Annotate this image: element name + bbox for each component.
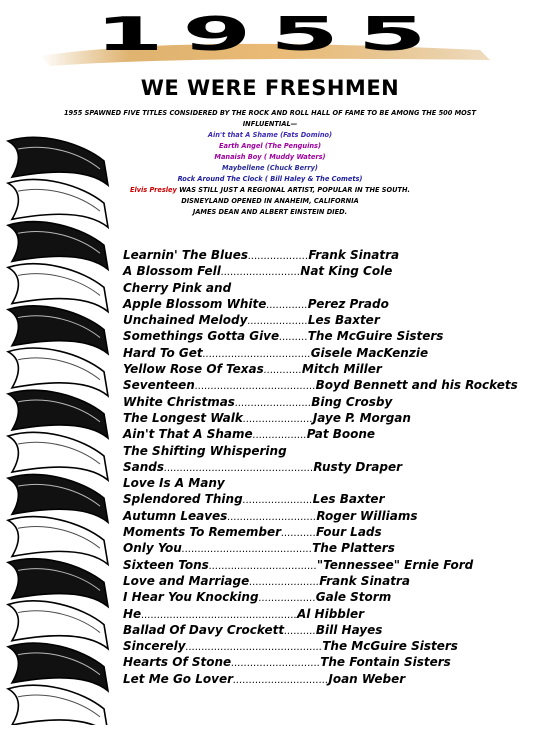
song-artist: Rusty Draper bbox=[313, 459, 403, 474]
dot-leader: ............ bbox=[263, 365, 302, 377]
dot-leader: ......... bbox=[279, 332, 308, 344]
dot-leader: ................................................. bbox=[141, 609, 297, 621]
ribbon-band bbox=[8, 559, 108, 607]
song-artist: Les Baxter bbox=[312, 492, 385, 507]
song-row bbox=[123, 263, 533, 279]
dot-leader: .............................. bbox=[233, 674, 329, 686]
dot-leader: ...................................... bbox=[194, 381, 316, 393]
song-row bbox=[123, 557, 533, 573]
year-banner bbox=[0, 0, 540, 72]
song-title: Love Is A Many bbox=[123, 476, 225, 491]
elvis-note: WAS STILL JUST A REGIONAL ARTIST, POPULAR IN THE SOUTH. bbox=[176, 186, 411, 194]
song-artist: Mitch Miller bbox=[301, 362, 382, 377]
elvis-name: Elvis Presley bbox=[129, 186, 177, 194]
ribbon-band bbox=[8, 517, 108, 565]
song-artist: Pat Boone bbox=[306, 427, 376, 442]
dot-leader: ................. bbox=[252, 430, 307, 442]
dot-leader: ...................... bbox=[249, 576, 320, 588]
song-row bbox=[123, 296, 533, 312]
song-title: Somethings Gotta Give bbox=[123, 329, 280, 344]
intro-line: Rock Around The Clock ( Bill Haley & The Comets) bbox=[177, 175, 363, 183]
song-row bbox=[123, 459, 533, 475]
ribbon-band bbox=[8, 643, 108, 691]
song-row bbox=[123, 654, 533, 670]
ribbon-band bbox=[8, 390, 108, 438]
ribbon-band bbox=[8, 432, 108, 480]
song-artist: "Tennessee" Ernie Ford bbox=[316, 557, 474, 572]
dot-leader: .................................. bbox=[202, 348, 311, 360]
song-row bbox=[123, 280, 533, 296]
song-artist: Roger Williams bbox=[316, 508, 418, 523]
song-artist: Frank Sinatra bbox=[308, 248, 400, 262]
song-artist: The Platters bbox=[312, 541, 395, 556]
dot-leader: ......................................... bbox=[181, 544, 313, 556]
song-title: Apple Blossom White bbox=[123, 296, 267, 311]
song-artist: Jaye P. Morgan bbox=[312, 410, 411, 425]
song-row bbox=[123, 377, 533, 393]
song-artist: Nat King Cole bbox=[300, 264, 393, 279]
ribbon-band bbox=[8, 264, 108, 312]
ribbon-band bbox=[8, 306, 108, 354]
song-row bbox=[123, 540, 533, 556]
dot-leader: ................... bbox=[247, 251, 309, 262]
song-title: Yellow Rose Of Texas bbox=[123, 362, 264, 377]
song-title: The Shifting Whispering bbox=[123, 443, 287, 458]
song-title: The Longest Walk bbox=[123, 410, 243, 425]
song-row bbox=[123, 410, 533, 426]
song-artist: Bill Hayes bbox=[315, 622, 383, 637]
song-title: He bbox=[123, 606, 142, 621]
ribbon-band bbox=[8, 137, 108, 185]
song-title: Sincerely bbox=[123, 639, 186, 654]
song-row bbox=[123, 443, 533, 459]
song-row bbox=[123, 638, 533, 654]
song-title: Sands bbox=[123, 459, 165, 474]
song-row bbox=[123, 247, 533, 263]
ribbon-band bbox=[8, 348, 108, 396]
dot-leader: ........................................... bbox=[185, 642, 323, 654]
song-row bbox=[123, 361, 533, 377]
dot-leader: .................................. bbox=[208, 560, 317, 572]
intro-line: 1955 SPAWNED FIVE TITLES CONSIDERED BY THE ROCK AND ROLL HALL OF FAME TO BE AMONG THE 500 MOST bbox=[63, 109, 477, 117]
dot-leader: ............. bbox=[266, 299, 308, 311]
song-title: Ain't That A Shame bbox=[123, 427, 253, 442]
song-title: Seventeen bbox=[123, 378, 195, 393]
dot-leader: .......... bbox=[284, 625, 316, 637]
ribbon-band bbox=[8, 601, 108, 649]
dot-leader: ...................... bbox=[242, 495, 313, 507]
page-heading: WE WERE FRESHMEN bbox=[140, 76, 400, 100]
song-list bbox=[123, 247, 533, 687]
song-title: White Christmas bbox=[123, 394, 235, 409]
song-title: Only You bbox=[123, 541, 182, 556]
song-title: Love and Marriage bbox=[123, 573, 250, 588]
song-title: Splendored Thing bbox=[123, 492, 243, 507]
intro-fact: DISNEYLAND OPENED IN ANAHEIM, CALIFORNIA bbox=[181, 197, 359, 205]
song-artist: Gisele MacKenzie bbox=[310, 345, 429, 360]
dot-leader: ........... bbox=[281, 528, 317, 540]
song-title: Hearts Of Stone bbox=[123, 655, 232, 670]
song-artist: The McGuire Sisters bbox=[307, 329, 444, 344]
intro-fact: JAMES DEAN AND ALBERT EINSTEIN DIED. bbox=[192, 208, 348, 216]
intro-line: INFLUENTIAL— bbox=[242, 120, 298, 128]
dot-leader: ............................ bbox=[227, 511, 317, 523]
song-row bbox=[123, 524, 533, 540]
song-title: Moments To Remember bbox=[123, 525, 282, 540]
song-artist: Al Hibbler bbox=[296, 606, 365, 621]
year-title: 1955 bbox=[94, 7, 446, 62]
dot-leader: ...................... bbox=[242, 413, 313, 425]
song-title: Ballad Of Davy Crockett bbox=[123, 622, 285, 637]
song-title: I Hear You Knocking bbox=[123, 590, 259, 605]
song-row bbox=[123, 508, 533, 524]
ribbon-band bbox=[8, 222, 108, 270]
song-title: Hard To Get bbox=[123, 345, 203, 360]
song-artist: Boyd Bennett and his Rockets bbox=[315, 378, 518, 393]
intro-line: Earth Angel (The Penguins) bbox=[219, 142, 321, 150]
intro-line: Ain't that A Shame (Fats Domino) bbox=[207, 131, 333, 139]
song-title: Cherry Pink and bbox=[123, 280, 232, 295]
intro-line: Maybellene (Chuck Berry) bbox=[222, 164, 318, 172]
song-artist: Four Lads bbox=[316, 525, 382, 540]
song-title: Unchained Melody bbox=[123, 313, 248, 328]
twisted-ribbon-graphic bbox=[0, 135, 115, 725]
song-title: Learnin' The Blues bbox=[123, 248, 248, 262]
dot-leader: ........................ bbox=[234, 397, 312, 409]
song-row bbox=[123, 394, 533, 410]
song-title: Autumn Leaves bbox=[123, 508, 228, 523]
song-artist: Les Baxter bbox=[307, 313, 380, 328]
intro-line: Manaish Boy ( Muddy Waters) bbox=[214, 153, 326, 161]
song-row bbox=[123, 671, 533, 687]
dot-leader: ............................................... bbox=[164, 462, 314, 474]
dot-leader: .................. bbox=[258, 593, 316, 605]
dot-leader: ................... bbox=[247, 316, 308, 328]
song-row bbox=[123, 345, 533, 361]
song-artist: Joan Weber bbox=[328, 671, 406, 686]
song-artist: The Fontain Sisters bbox=[320, 655, 451, 670]
song-row bbox=[123, 426, 533, 442]
song-title: Let Me Go Lover bbox=[123, 671, 233, 686]
song-artist: Gale Storm bbox=[315, 590, 392, 605]
song-title: A Blossom Fell bbox=[123, 264, 221, 279]
song-artist: Frank Sinatra bbox=[319, 573, 410, 588]
song-title: Sixteen Tons bbox=[123, 557, 209, 572]
dot-leader: ......................... bbox=[220, 267, 301, 279]
song-row bbox=[123, 491, 533, 507]
song-row bbox=[123, 312, 533, 328]
song-artist: The McGuire Sisters bbox=[322, 639, 458, 654]
dot-leader: ............................ bbox=[231, 658, 321, 670]
song-row bbox=[123, 475, 533, 491]
song-artist: Perez Prado bbox=[307, 296, 389, 311]
song-row bbox=[123, 622, 533, 638]
ribbon-band bbox=[8, 475, 108, 523]
ribbon-band bbox=[8, 180, 108, 228]
song-row bbox=[123, 606, 533, 622]
song-row bbox=[123, 573, 533, 589]
song-artist: Bing Crosby bbox=[311, 394, 393, 409]
ribbon-band bbox=[8, 685, 108, 725]
song-row bbox=[123, 328, 533, 344]
song-row bbox=[123, 589, 533, 605]
